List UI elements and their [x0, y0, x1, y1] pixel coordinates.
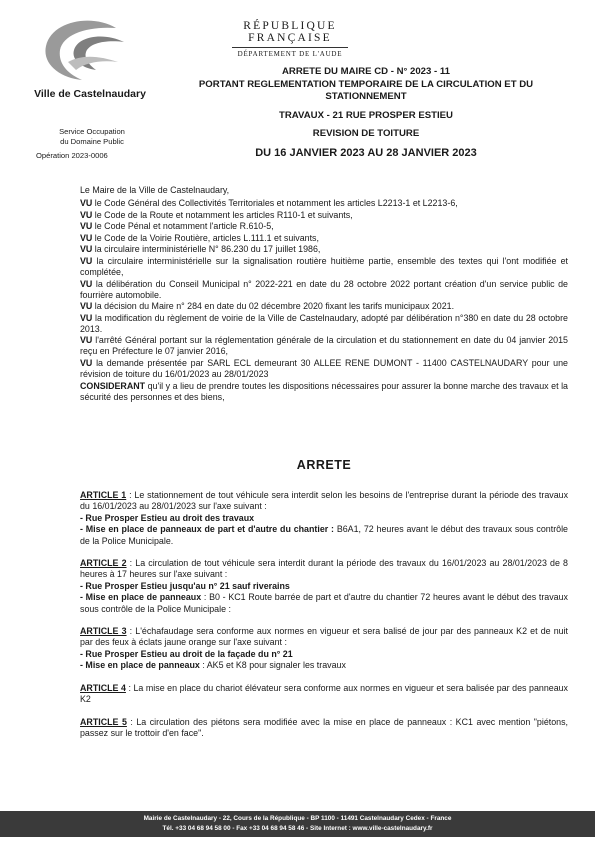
- vu-text: l'arrêté Général portant sur la réglementation générale de la circulation et du stationnement en date du 04 janvier 2015 reçu en Préfecture le 07 janvier 2016,: [80, 335, 568, 357]
- article-title: ARTICLE 5: [80, 716, 127, 727]
- republic-title: RÉPUBLIQUE FRANÇAISE: [243, 20, 337, 44]
- preamble: [80, 185, 568, 403]
- works-location: TRAVAUX - 21 RUE PROSPER ESTIEU: [279, 109, 453, 121]
- considerant-lead: CONSIDERANT: [80, 380, 146, 391]
- vu-item: [80, 279, 568, 301]
- vu-item: [80, 301, 568, 312]
- vu-lead: VU: [80, 209, 93, 220]
- article-title: ARTICLE 2: [80, 558, 127, 569]
- castelnaudary-logo-icon: [38, 18, 136, 86]
- service-info: [28, 127, 156, 161]
- vu-item: [80, 233, 568, 244]
- vu-lead: VU: [80, 335, 93, 346]
- vu-lead: VU: [80, 255, 93, 266]
- vu-item: [80, 198, 568, 209]
- article-title: ARTICLE 4: [80, 682, 126, 693]
- vu-item: [80, 358, 568, 380]
- department-name: DÉPARTEMENT DE L'AUDE: [232, 47, 348, 58]
- vu-lead: VU: [80, 232, 93, 243]
- vu-lead: VU: [80, 357, 93, 368]
- article-1: [80, 490, 568, 547]
- town-name: Ville de Castelnaudary: [34, 88, 146, 100]
- arrete-heading: ARRETE: [296, 458, 352, 472]
- vu-text: la délibération du Conseil Municipal n° 2022-221 en date du 28 octobre 2022 portant création d'un service public de fourrière automobile.: [80, 278, 568, 300]
- article-text: : La circulation de tout véhicule sera interdit durant la période des travaux du 16/01/2023 au 28/01/2023 de 8 heures à 17 heures sur l'axe suivant :: [80, 558, 568, 580]
- decree-titles: [160, 66, 572, 159]
- vu-text: la modification du règlement de voirie de la Ville de Castelnaudary, adopté par délibération n°380 en date du 28 octobre 2013.: [80, 312, 568, 334]
- vu-item: [80, 335, 568, 357]
- vu-text: le Code Pénal et notamment l'article R.610-5,: [92, 221, 274, 232]
- footer-contact: Tél. +33 04 68 94 58 00 - Fax +33 04 68 94 58 46 - Site Internet : www.ville-castelnaudary.fr: [162, 825, 433, 832]
- operation-number: Opération 2023-0006: [36, 151, 108, 160]
- article-line-text: : B0 - KC1 Route barrée de part et d'autre du chantier 72 heures avant le début des travaux sous contrôle de la Police Municipale :: [80, 592, 568, 614]
- vu-lead: VU: [80, 198, 93, 208]
- article-title: ARTICLE 3: [80, 626, 127, 637]
- vu-text: la décision du Maire n° 284 en date du 02 décembre 2020 fixant les tarifs municipaux 2021.: [92, 301, 455, 312]
- vu-text: la circulaire interministérielle sur la signalisation routière huitième partie, ensemble des textes qui l'ont modifiée et complétée,: [80, 255, 568, 277]
- works-period: DU 16 JANVIER 2023 AU 28 JANVIER 2023: [255, 146, 477, 159]
- vu-lead: VU: [80, 244, 93, 255]
- article-line-bold: - Mise en place de panneaux: [80, 592, 202, 603]
- article-5: [80, 717, 568, 740]
- decree-subject-line1: PORTANT REGLEMENTATION TEMPORAIRE DE LA CIRCULATION ET DU: [198, 78, 534, 90]
- vu-item: [80, 313, 568, 335]
- article-text: : La circulation des piétons sera modifiée avec la mise en place de panneaux : KC1 avec mention "piétons, passez sur le trottoir d'en face".: [80, 716, 568, 738]
- vu-text: la circulaire interministérielle N° 86.230 du 17 juillet 1986,: [92, 244, 321, 255]
- vu-lead: VU: [80, 301, 93, 312]
- vu-text: le Code de la Voirie Routière, articles L.111.1 et suivants,: [92, 232, 319, 243]
- page-footer: [0, 811, 595, 837]
- vu-item: [80, 210, 568, 221]
- vu-text: le Code Général des Collectivités Territoriales et notamment les articles L2213-1 et L2213-6,: [92, 198, 458, 208]
- vu-item: [80, 221, 568, 232]
- vu-item: [80, 256, 568, 278]
- article-line-bold: - Rue Prosper Estieu au droit des travaux: [80, 512, 255, 523]
- article-line-text: B6A1, 72 heures avant le début des travaux sous contrôle de la Police Municipale.: [80, 524, 568, 546]
- article-line-bold: - Mise en place de panneaux: [80, 660, 200, 671]
- vu-lead: VU: [80, 278, 93, 289]
- opening-line: Le Maire de la Ville de Castelnaudary,: [80, 185, 230, 195]
- article-line-bold: - Rue Prosper Estieu jusqu'au n° 21 sauf riverains: [80, 580, 290, 591]
- article-text: : L'échafaudage sera conforme aux normes en vigueur et sera balisé de jour par des panneaux K2 et de nuit par des feux à éclats jaune orange sur l'axe suivant :: [80, 626, 569, 648]
- articles: [80, 490, 568, 750]
- vu-item: [80, 244, 568, 255]
- article-text: : Le stationnement de tout véhicule sera interdit selon les besoins de l'entreprise durant la période des travaux du 16/01/2023 au 28/01/2023 sur l'axe suivant :: [80, 490, 569, 512]
- vu-text: la demande présentée par SARL ECL demeurant 30 ALLEE RENE DUMONT - 11400 CASTELNAUDARY pour une révision de toiture du 16/01/2023 au 28/01/2023: [80, 357, 568, 379]
- vu-lead: VU: [80, 312, 93, 323]
- article-line-bold: - Rue Prosper Estieu au droit de la façade du n° 21: [80, 648, 293, 659]
- article-text: : La mise en place du chariot élévateur sera conforme aux normes en vigueur et sera balisée par des panneaux K2: [80, 682, 568, 705]
- service-line2: du Domaine Public: [60, 137, 124, 146]
- article-4: [80, 683, 568, 706]
- article-line-bold: - Mise en place de panneaux de part et d'autre du chantier :: [80, 524, 334, 535]
- article-title: ARTICLE 1: [80, 490, 127, 500]
- footer-address: Mairie de Castelnaudary - 22, Cours de la République - BP 1100 - 11491 Castelnaudary Cedex - France: [143, 815, 452, 822]
- vu-lead: VU: [80, 221, 93, 232]
- republic-header: [210, 20, 370, 58]
- decree-number: ARRETE DU MAIRE CD - N° 2023 - 11: [281, 66, 451, 77]
- considerant-text: qu'il y a lieu de prendre toutes les dispositions nécessaires pour assurer la bonne marche des travaux et la sécurité des personnes et des biens,: [80, 380, 568, 402]
- service-line1: Service Occupation: [59, 127, 125, 136]
- considerant-item: [80, 381, 568, 403]
- article-2: [80, 558, 568, 615]
- works-type: REVISION DE TOITURE: [312, 128, 420, 139]
- decree-subject-line2: STATIONNEMENT: [325, 91, 407, 102]
- vu-text: le Code de la Route et notamment les articles R110-1 et suivants,: [92, 209, 353, 220]
- article-line-text: : AK5 et K8 pour signaler les travaux: [199, 660, 346, 671]
- article-3: [80, 626, 568, 672]
